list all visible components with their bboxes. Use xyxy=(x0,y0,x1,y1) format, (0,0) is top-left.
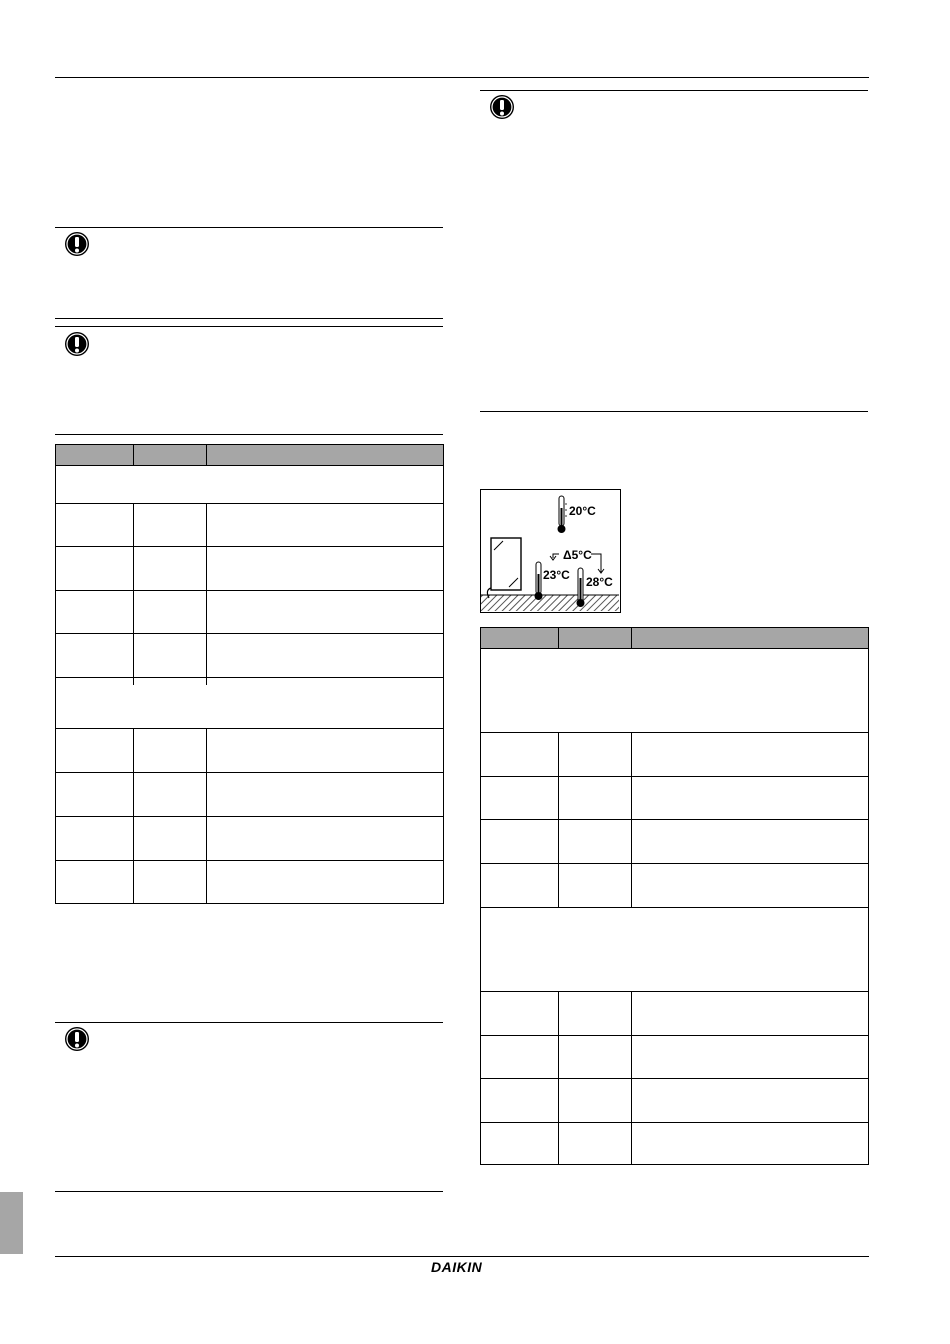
table-row xyxy=(481,991,868,992)
note-rule-bottom xyxy=(480,411,868,412)
table-row xyxy=(56,590,443,591)
floor-temp-left-label: 23°C xyxy=(543,568,570,582)
table-row xyxy=(481,1078,868,1079)
exclamation-note-icon xyxy=(64,331,90,357)
table-row xyxy=(481,863,868,864)
note-rule-bottom xyxy=(55,434,443,435)
table-row xyxy=(56,503,443,504)
exclamation-note-icon xyxy=(64,231,90,257)
header-rule xyxy=(55,77,869,78)
table-row xyxy=(56,677,443,678)
note-rule-top xyxy=(55,227,443,228)
column-divider xyxy=(206,445,207,465)
table-row xyxy=(56,816,443,817)
column-divider xyxy=(558,628,559,648)
table-row xyxy=(56,728,443,729)
table-row xyxy=(481,1035,868,1036)
table-row xyxy=(481,819,868,820)
settings-table-right xyxy=(480,627,869,1165)
table-row xyxy=(481,1122,868,1123)
note-rule-top xyxy=(55,326,443,327)
table-row xyxy=(56,633,443,634)
table-header xyxy=(481,628,868,649)
table-row xyxy=(56,772,443,773)
table-row xyxy=(56,546,443,547)
exclamation-note-icon xyxy=(64,1026,90,1052)
table-row xyxy=(481,907,868,908)
note-rule-bottom xyxy=(55,318,443,319)
underfloor-heating-figure xyxy=(480,489,621,613)
footer-rule xyxy=(55,1256,869,1257)
settings-table-left xyxy=(55,444,444,904)
note-rule-top xyxy=(55,1022,443,1023)
exclamation-note-icon xyxy=(489,94,515,120)
column-divider xyxy=(133,503,134,685)
table-header xyxy=(56,445,443,466)
note-rule-bottom xyxy=(55,1191,443,1192)
table-row xyxy=(481,776,868,777)
daikin-logo: DAIKIN xyxy=(431,1259,483,1275)
column-divider xyxy=(631,628,632,648)
column-divider xyxy=(206,503,207,685)
floor-temp-right-label: 28°C xyxy=(586,575,613,589)
table-row xyxy=(56,860,443,861)
chapter-side-tab xyxy=(0,1192,23,1254)
delta-temp-label: Δ5°C xyxy=(563,548,592,562)
table-row xyxy=(481,732,868,733)
note-rule-top xyxy=(480,90,868,91)
room-temp-label: 20°C xyxy=(569,504,596,518)
column-divider xyxy=(133,445,134,465)
